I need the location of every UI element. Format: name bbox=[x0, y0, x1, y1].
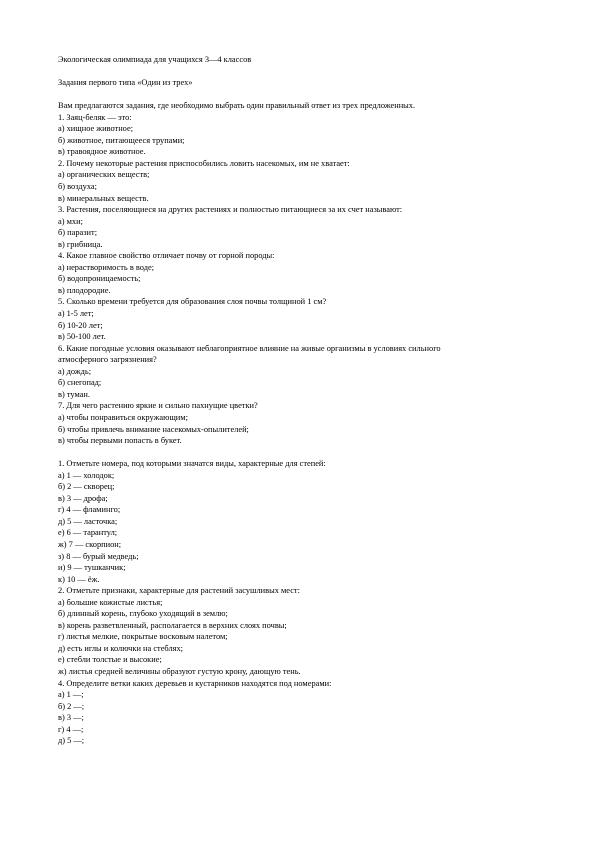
question-line: а) 1 — холодок; bbox=[58, 470, 115, 480]
question-line: 3. Растения, поселяющиеся на других растениях и полностью питающиеся за их счет называют: bbox=[58, 205, 403, 215]
question-line: в) чтобы первыми попасть в букет. bbox=[58, 436, 182, 446]
question-line: ж) 7 — скорпион; bbox=[58, 539, 122, 549]
question-line: б) воздуха; bbox=[58, 182, 97, 192]
question-line: 2. Почему некоторые растения приспособились ловить насекомых, им не хватает: bbox=[58, 158, 350, 168]
document-title: Экологическая олимпиада для учащихся 3—4 классов bbox=[58, 55, 252, 64]
spacer bbox=[58, 66, 558, 78]
question-line: д) 5 — ласточка; bbox=[58, 516, 118, 526]
question-line: д) есть иглы и колючки на стеблях; bbox=[58, 643, 184, 653]
question-line: 4. Определите ветки каких деревьев и кустарников находятся под номерами: bbox=[58, 678, 332, 688]
question-line: в) плодородие. bbox=[58, 285, 111, 295]
question-line: а) 1-5 лет; bbox=[58, 309, 94, 319]
question-line: и) 9 — тушканчик; bbox=[58, 563, 126, 573]
question-line: а) нерастворимость в воде; bbox=[58, 262, 155, 272]
intro-paragraph: Вам предлагаются задания, где необходимо выбрать один правильный ответ из трех предложенных. bbox=[58, 101, 416, 111]
part1-questions bbox=[58, 112, 558, 447]
question-line: б) 2 —; bbox=[58, 701, 85, 711]
part2-questions bbox=[58, 458, 558, 747]
question-line: б) 2 — скворец; bbox=[58, 482, 115, 492]
section-heading: Задания первого типа «Один из трех» bbox=[58, 78, 193, 88]
question-line: в) 50-100 лет. bbox=[58, 332, 106, 342]
question-line: 1. Заяц-беляк — это: bbox=[58, 112, 132, 122]
question-line: а) хищное животное; bbox=[58, 124, 134, 134]
question-line: а) большие кожистые листья; bbox=[58, 597, 163, 607]
question-line: а) органических веществ; bbox=[58, 170, 150, 180]
question-line: 1. Отметьте номера, под которыми значатся виды, характерные для степей: bbox=[58, 459, 326, 469]
question-line: а) чтобы понравиться окружающим; bbox=[58, 412, 188, 422]
question-line: 5. Сколько времени требуется для образования слоя почвы толщиной 1 см? bbox=[58, 297, 327, 307]
question-line: г) листья мелкие, покрытые восковым налетом; bbox=[58, 632, 228, 642]
question-line: а) мхи; bbox=[58, 216, 83, 226]
question-line: в) травоядное животное. bbox=[58, 147, 146, 157]
question-line: б) 10-20 лет; bbox=[58, 320, 103, 330]
document-body bbox=[58, 54, 558, 747]
question-line: к) 10 — ёж. bbox=[58, 574, 100, 584]
spacer bbox=[58, 89, 558, 101]
question-line: б) чтобы привлечь внимание насекомых-опылителей; bbox=[58, 424, 249, 434]
question-line: б) снегопад; bbox=[58, 378, 102, 388]
question-line: 4. Какое главное свойство отличает почву от горной породы: bbox=[58, 251, 275, 261]
question-line: г) 4 —; bbox=[58, 724, 84, 734]
question-line: в) корень разветвленный, располагается в верхних слоях почвы; bbox=[58, 620, 287, 630]
question-line: ж) листья средней величины образуют густую крону, дающую тень. bbox=[58, 666, 301, 676]
question-line: 6. Какие погодные условия оказывают неблагоприятное влияние на живые организмы в условиях сильного bbox=[58, 343, 441, 353]
question-line: з) 8 — бурый медведь; bbox=[58, 551, 139, 561]
question-line: в) грибница. bbox=[58, 239, 103, 249]
question-line: а) 1 —; bbox=[58, 690, 84, 700]
question-line: д) 5 —; bbox=[58, 736, 85, 746]
question-line: е) 6 — тарантул; bbox=[58, 528, 118, 538]
question-line: г) 4 — фламинго; bbox=[58, 505, 121, 515]
question-line: б) паразит; bbox=[58, 228, 98, 238]
question-line: е) стебли толстые и высокие; bbox=[58, 655, 162, 665]
question-line: б) водопроницаемость; bbox=[58, 274, 141, 284]
question-line: 2. Отметьте признаки, характерные для растений засушливых мест: bbox=[58, 586, 300, 596]
question-line: а) дождь; bbox=[58, 366, 92, 376]
spacer bbox=[58, 447, 558, 459]
question-line: б) животное, питающееся трупами; bbox=[58, 135, 185, 145]
question-line: в) минеральных веществ. bbox=[58, 193, 149, 203]
question-line: атмосферного загрязнения? bbox=[58, 355, 157, 365]
question-line: в) 3 —; bbox=[58, 713, 84, 723]
question-line: в) 3 — дрофа; bbox=[58, 493, 108, 503]
question-line: б) длинный корень, глубоко уходящий в землю; bbox=[58, 609, 228, 619]
question-line: в) туман. bbox=[58, 389, 90, 399]
question-line: 7. Для чего растению яркие и сильно пахнущие цветки? bbox=[58, 401, 258, 411]
